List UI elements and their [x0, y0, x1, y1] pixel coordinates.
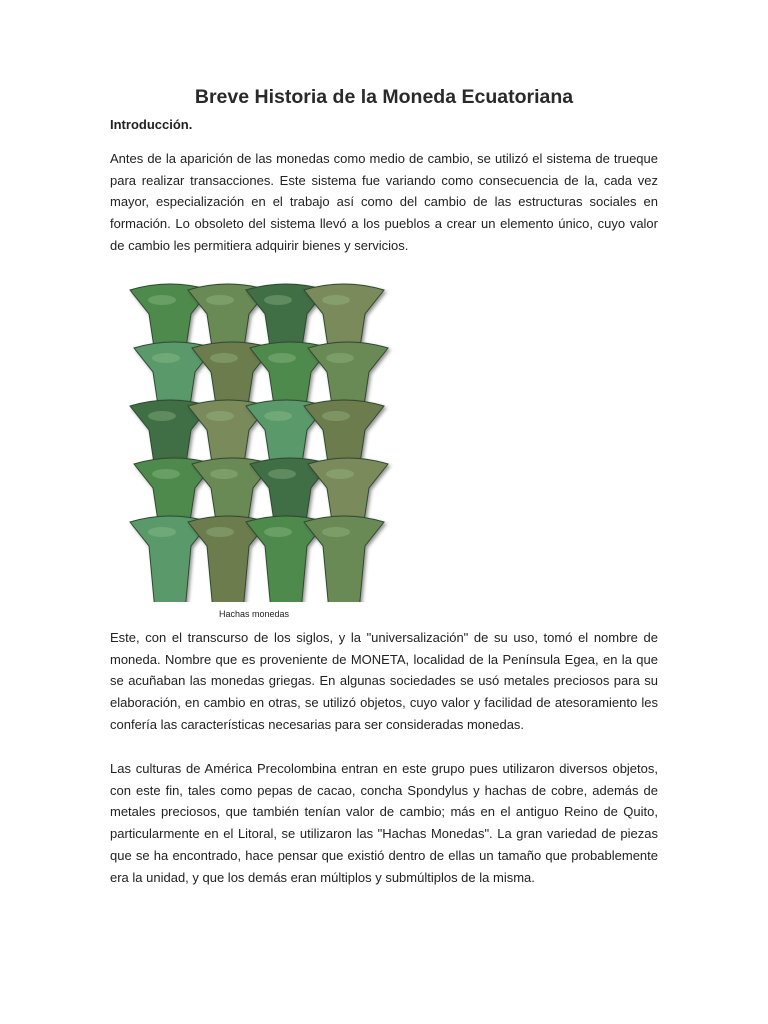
patina-highlight	[264, 527, 292, 537]
patina-highlight	[326, 353, 354, 363]
patina-highlight	[152, 469, 180, 479]
patina-highlight	[326, 469, 354, 479]
axe-money-illustration	[118, 272, 408, 602]
patina-highlight	[268, 469, 296, 479]
document-title: Breve Historia de la Moneda Ecuatoriana	[194, 86, 574, 108]
patina-highlight	[148, 411, 176, 421]
paragraph-precolombina: Las culturas de América Precolombina entran en este grupo pues utilizaron diversos objetos, con este fin, tales como pepas de cacao, concha Spondylus y hachas de cobre, además de metales preciosos, que también tenían valor de cambio; más en el antiguo Reino de Quito, particularmente en el Litoral, se utilizaron las "Hachas Monedas". La gran variedad de piezas que se ha encontrado, hace pensar que existió dentro de ellas un tamaño que probablemente era la unidad, y que los demás eran múltiplos y submúltiplos de la misma.	[110, 761, 658, 885]
axe-money-photo	[118, 272, 408, 602]
patina-highlight	[264, 411, 292, 421]
section-heading: Introducción.	[110, 117, 193, 132]
patina-highlight	[148, 527, 176, 537]
patina-highlight	[264, 295, 292, 305]
patina-highlight	[210, 469, 238, 479]
patina-highlight	[268, 353, 296, 363]
patina-highlight	[206, 295, 234, 305]
patina-highlight	[322, 295, 350, 305]
patina-highlight	[152, 353, 180, 363]
patina-highlight	[206, 527, 234, 537]
figure-caption: Hachas monedas	[219, 609, 290, 619]
paragraph-intro: Antes de la aparición de las monedas como medio de cambio, se utilizó el sistema de trueque para realizar transacciones. Este sistema fue variando como consecuencia de la, cada vez mayor, especialización en el trabajo así como del cambio de las estructuras sociales en formación. Lo obsoleto del sistema llevó a los pueblos a crear un elemento único, cuyo valor de cambio les permitiera adquirir bienes y servicios.	[110, 151, 658, 253]
patina-highlight	[210, 353, 238, 363]
patina-highlight	[148, 295, 176, 305]
patina-highlight	[322, 411, 350, 421]
patina-highlight	[206, 411, 234, 421]
paragraph-moneta: Este, con el transcurso de los siglos, y la "universalización" de su uso, tomó el nombre de moneda. Nombre que es proveniente de MONETA, localidad de la Península Egea, en la que se acuñaban las monedas griegas. En algunas sociedades se usó metales preciosos para su elaboración, en cambio en otras, se utilizó objetos, cuyo valor y facilidad de atesoramiento les confería las características necesarias para ser consideradas monedas.	[110, 630, 658, 732]
patina-highlight	[322, 527, 350, 537]
